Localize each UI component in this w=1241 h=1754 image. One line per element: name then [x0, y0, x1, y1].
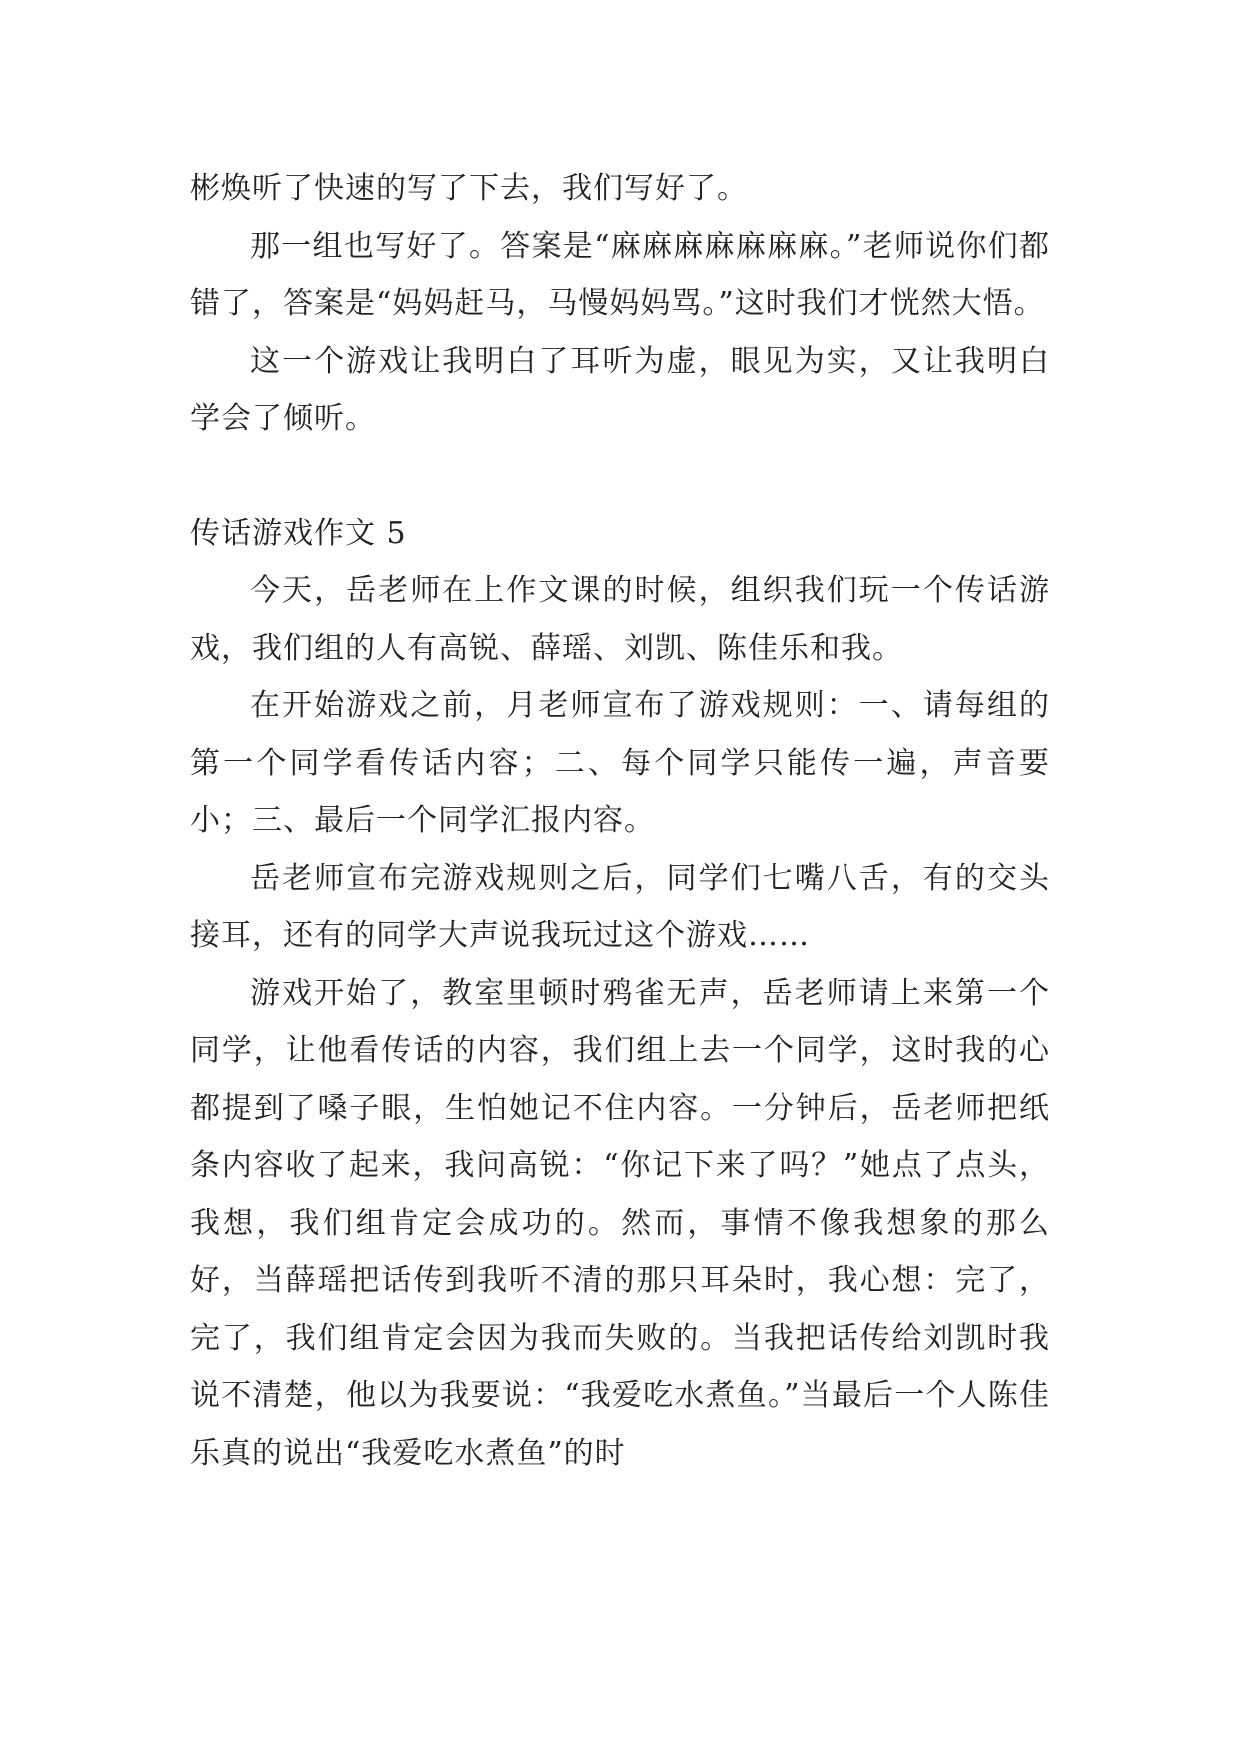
paragraph: 岳老师宣布完游戏规则之后，同学们七嘴八舌，有的交头接耳，还有的同学大声说我玩过这个游戏…… [190, 860, 1050, 953]
document-body [190, 160, 1050, 1482]
section-title: 传话游戏作文 5 [190, 515, 407, 551]
paragraph-continuation: 彬焕听了快速的写了下去，我们写好了。 [190, 171, 748, 206]
paragraph: 那一组也写好了。答案是“麻麻麻麻麻麻麻。”老师说你们都错了，答案是“妈妈赶马，马慢妈妈骂。”这时我们才恍然大悟。 [190, 228, 1050, 321]
paragraph: 在开始游戏之前，月老师宣布了游戏规则：一、请每组的第一个同学看传话内容；二、每个同学只能传一遍，声音要小；三、最后一个同学汇报内容。 [190, 688, 1050, 838]
paragraph: 这一个游戏让我明白了耳听为虚，眼见为实，又让我明白学会了倾听。 [190, 343, 1050, 436]
paragraph: 今天，岳老师在上作文课的时候，组织我们玩一个传话游戏，我们组的人有高锐、薛瑶、刘凯、陈佳乐和我。 [190, 573, 1050, 666]
paragraph: 游戏开始了，教室里顿时鸦雀无声，岳老师请上来第一个同学，让他看传话的内容，我们组上去一个同学，这时我的心都提到了嗓子眼，生怕她记不住内容。一分钟后，岳老师把纸条内容收了起来，我问高锐：“你记下来了吗？”她点了点头，我想，我们组肯定会成功的。然而，事情不像我想象的那么好，当薛瑶把话传到我听不清的那只耳朵时，我心想：完了，完了，我们组肯定会因为我而失败的。当我把话传给刘凯时我说不清楚，他以为我要说：“我爱吃水煮鱼。”当最后一个人陈佳乐真的说出“我爱吃水煮鱼”的时 [190, 975, 1050, 1471]
